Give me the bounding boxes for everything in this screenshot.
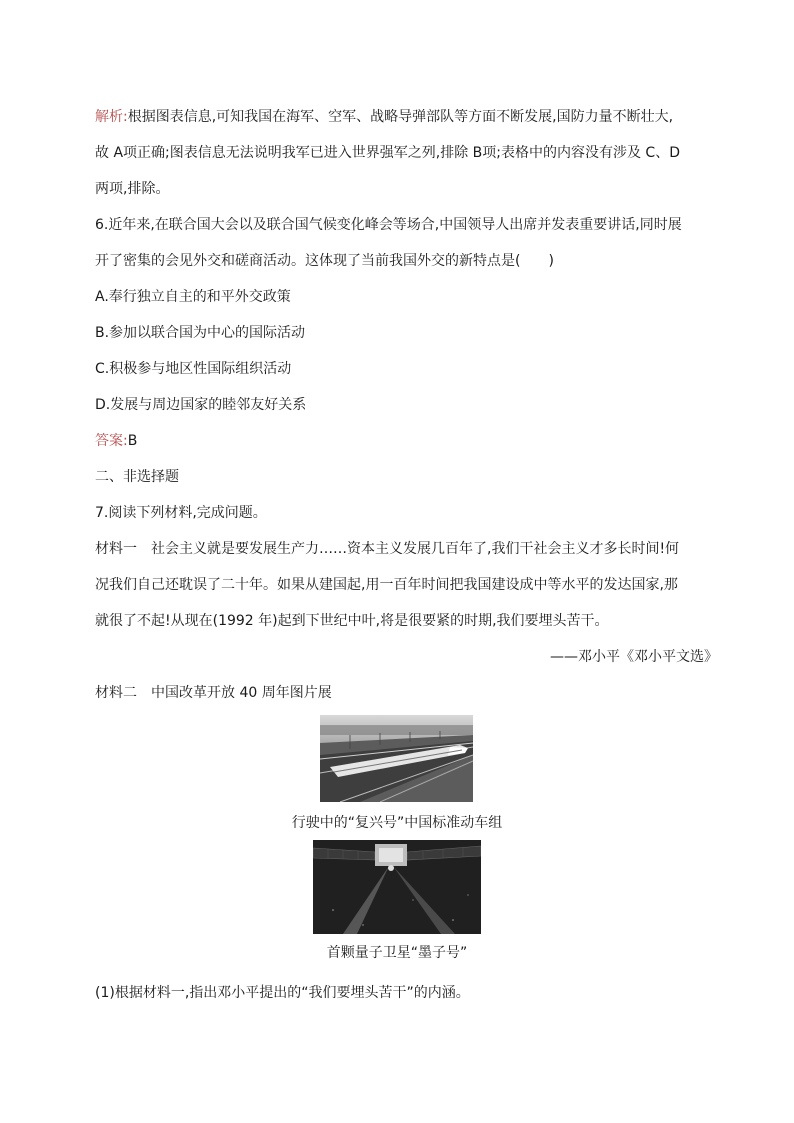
satellite-caption: 首颗量子卫星“墨子号” (326, 945, 468, 961)
train-illustration (320, 715, 473, 802)
satellite-illustration (313, 840, 481, 934)
answer-label: 答案: (95, 433, 128, 449)
analysis-line-3: 两项,排除。 (95, 181, 170, 197)
q6-option-a: A.奉行独立自主的和平外交政策 (95, 289, 291, 305)
material-1-line-1: 材料一 社会主义就是要发展生产力……资本主义发展几百年了,我们干社会主义才多长时间!何 (95, 541, 680, 557)
section-heading: 二、非选择题 (95, 469, 179, 485)
analysis-line-2: 故 A项正确;图表信息无法说明我军已进入世界强军之列,排除 B项;表格中的内容没有涉及 C、D (95, 145, 680, 161)
q6-option-d: D.发展与周边国家的睦邻友好关系 (95, 397, 307, 413)
material-2-title: 材料二 中国改革开放 40 周年图片展 (95, 685, 332, 701)
analysis-label: 解析: (95, 109, 128, 125)
q7-subquestion-1: (1)根据材料一,指出邓小平提出的“我们要埋头苦干”的内涵。 (95, 985, 470, 1001)
satellite-photo (313, 840, 481, 934)
train-caption: 行驶中的“复兴号”中国标准动车组 (291, 815, 503, 831)
analysis-text-1: 根据图表信息,可知我国在海军、空军、战略导弹部队等方面不断发展,国防力量不断壮大, (127, 109, 674, 125)
q6-stem-1: 6.近年来,在联合国大会以及联合国气候变化峰会等场合,中国领导人出席并发表重要讲话,同时展 (95, 217, 682, 233)
answer-value: B (127, 433, 138, 449)
q6-option-b: B.参加以联合国为中心的国际活动 (95, 325, 306, 341)
material-1-source: ——邓小平《邓小平文选》 (550, 649, 718, 665)
train-photo (320, 715, 473, 802)
analysis-line-1 (95, 108, 673, 126)
material-1-line-2: 况我们自己还耽误了二十年。如果从建国起,用一百年时间把我国建设成中等水平的发达国家,那 (95, 577, 678, 593)
q6-answer (95, 432, 137, 450)
q7-intro: 7.阅读下列材料,完成问题。 (95, 505, 267, 521)
q6-option-c: C.积极参与地区性国际组织活动 (95, 361, 292, 377)
material-1-line-3: 就很了不起!从现在(1992 年)起到下世纪中叶,将是很要紧的时期,我们要埋头苦干。 (95, 613, 609, 629)
q6-stem-2: 开了密集的会见外交和磋商活动。这体现了当前我国外交的新特点是( ) (95, 253, 554, 269)
